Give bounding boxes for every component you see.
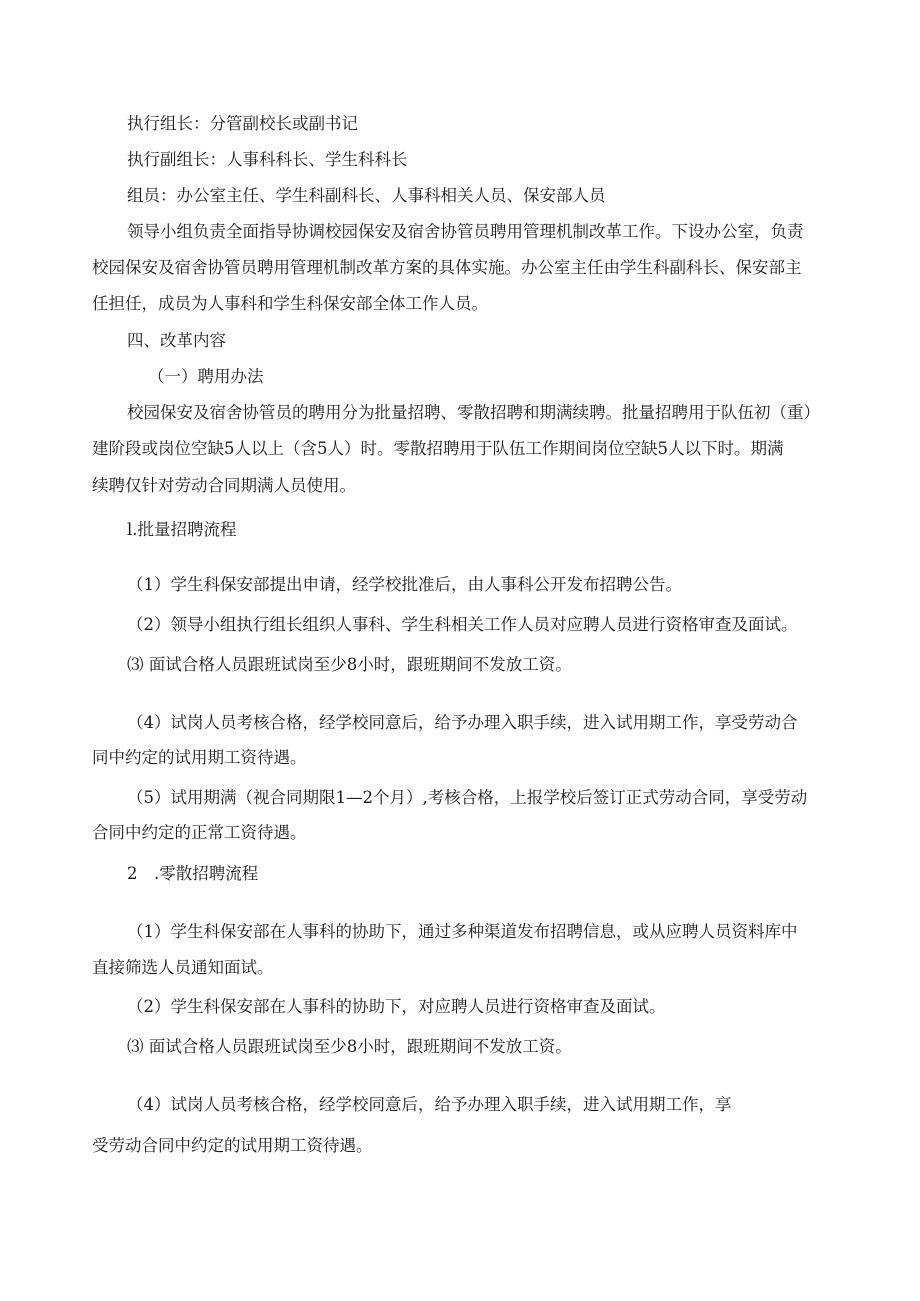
- procedure-heading: l.批量招聘流程: [127, 520, 237, 539]
- step-item: ⑶ 面试合格人员跟班试岗至少8小时，跟班期间不发放工资。: [127, 1037, 572, 1056]
- step-item-continued: 同中约定的试用期工资待遇。: [92, 748, 307, 767]
- step-item: ⑶ 面试合格人员跟班试岗至少8小时，跟班期间不发放工资。: [127, 655, 572, 674]
- step-item-continued: 受劳动合同中约定的试用期工资待遇。: [92, 1136, 373, 1155]
- step-item: （4）试岗人员考核合格，经学校同意后，给予办理入职手续，进入试用期工作，享受劳动合: [127, 713, 798, 732]
- step-item-continued: 直接筛选人员通知面试。: [92, 958, 274, 977]
- step-item: （4）试岗人员考核合格，经学校同意后，给予办理入职手续，进入试用期工作，享: [127, 1095, 732, 1114]
- step-item: （2）学生科保安部在人事科的协助下，对应聘人员进行资格审查及面试。: [127, 997, 666, 1016]
- step-item: （2）领导小组执行组长组织人事科、学生科相关工作人员对应聘人员进行资格审查及面试。: [127, 615, 798, 634]
- text-line: 执行组长：分管副校长或副书记: [127, 114, 358, 133]
- section-heading: 四、改革内容: [127, 331, 226, 350]
- text-line: 领导小组负责全面指导协调校园保安及宿舍协管员聘用管理机制改革工作。下设办公室，负责: [127, 222, 804, 241]
- text-line: 任担任，成员为人事科和学生科保安部全体工作人员。: [92, 294, 488, 313]
- step-item: （5）试用期满（视合同期限1—2个月）,考核合格，上报学校后签订正式劳动合同，享受劳动: [127, 788, 808, 807]
- text-line: 校园保安及宿舍协管员聘用管理机制改革方案的具体实施。办公室主任由学生科副科长、保安部主: [92, 258, 802, 277]
- text-line: 校园保安及宿舍协管员的聘用分为批量招聘、零散招聘和期满续聘。批量招聘用于队伍初（重）: [127, 403, 820, 422]
- text-line: 续聘仅针对劳动合同期满人员使用。: [92, 476, 356, 495]
- step-item: （1）学生科保安部提出申请，经学校批准后，由人事科公开发布招聘公告。: [127, 575, 682, 594]
- text-line: 组员：办公室主任、学生科副科长、人事科相关人员、保安部人员: [127, 186, 606, 205]
- step-item: （1）学生科保安部在人事科的协助下，通过多种渠道发布招聘信息，或从应聘人员资料库中: [127, 922, 798, 941]
- subsection-heading: （一）聘用办法: [148, 367, 264, 386]
- step-item-continued: 合同中约定的正常工资待遇。: [92, 823, 307, 842]
- text-line: 建阶段或岗位空缺5人以上（含5人）时。零散招聘用于队伍工作期间岗位空缺5人以下时。期满: [92, 439, 784, 458]
- procedure-heading: 2 .零散招聘流程: [127, 864, 259, 883]
- text-line: 执行副组长：人事科科长、学生科科长: [127, 150, 408, 169]
